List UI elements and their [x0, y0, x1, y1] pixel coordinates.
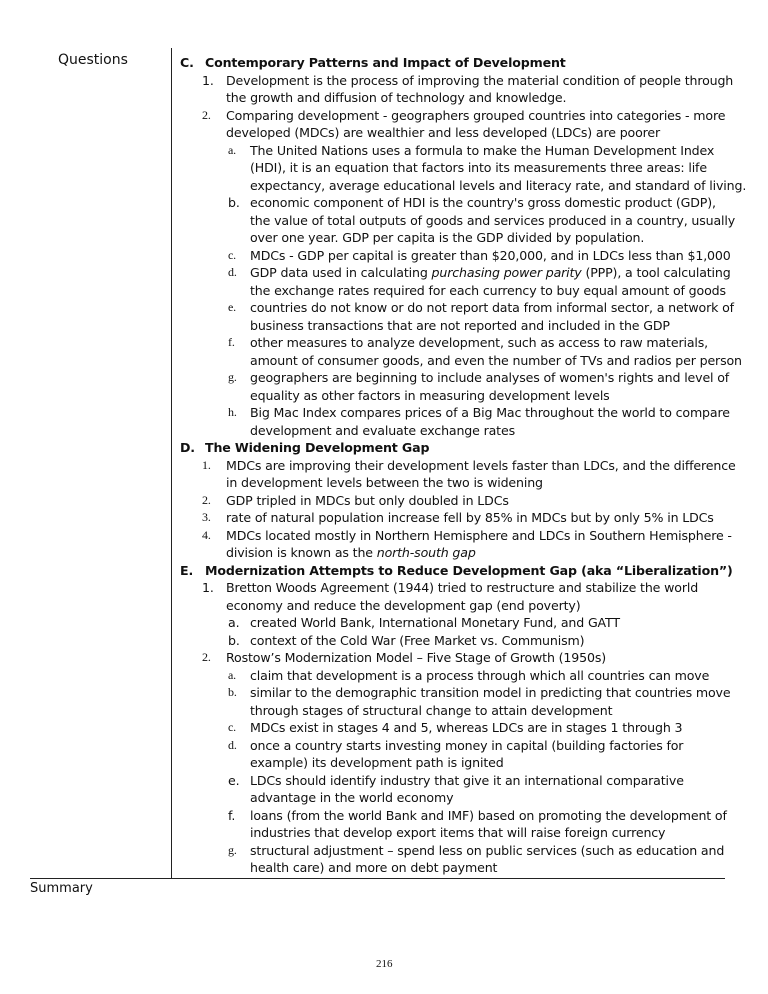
list-marker: C. [180, 55, 194, 70]
text-line [180, 562, 733, 580]
text-line [180, 54, 725, 72]
line-text: Modernization Attempts to Reduce Development Gap (aka “Liberalization”) [205, 562, 733, 578]
list-marker: 1. [202, 72, 214, 88]
text-line [180, 194, 725, 212]
sub-list-item [180, 404, 730, 439]
list-marker: 2. [202, 650, 211, 664]
text-line [180, 702, 725, 720]
list-marker: f. [228, 335, 235, 349]
text-line [180, 509, 725, 527]
emphasis-text: north-south gap [376, 545, 476, 560]
line-text: over one year. GDP per capita is the GDP divided by population. [250, 230, 645, 245]
text-line [180, 614, 725, 632]
text-line [180, 842, 725, 860]
text-line [180, 492, 725, 510]
line-text: advantage in the world economy [250, 790, 454, 805]
text-line [180, 89, 725, 107]
text-line [180, 212, 736, 230]
sub-list-item [180, 842, 725, 877]
text-line [180, 282, 725, 300]
text-line [180, 772, 725, 790]
text-line [180, 387, 725, 405]
list-item [180, 579, 725, 614]
line-text: similar to the demographic transition model in predicting that countries move [250, 685, 731, 700]
sub-list-item [180, 334, 742, 369]
line-text: economic component of HDI is the country's gross domestic product (GDP), [250, 195, 716, 210]
text-line [180, 684, 731, 702]
text-line [180, 859, 725, 877]
text-line [180, 159, 725, 177]
questions-label: Questions [58, 52, 128, 68]
text-line [180, 754, 725, 772]
line-text: the growth and diffusion of technology and knowledge. [226, 90, 567, 105]
text-line [180, 299, 734, 317]
line-text: developed (MDCs) are wealthier and less developed (LDCs) are poorer [226, 125, 661, 140]
list-marker: f. [228, 807, 236, 823]
list-item [180, 492, 725, 510]
line-text: MDCs located mostly in Northern Hemisphere and LDCs in Southern Hemisphere - [226, 527, 732, 543]
section-c [180, 54, 747, 439]
list-marker: 2. [202, 107, 211, 122]
sub-list-item [180, 194, 736, 247]
list-marker: g. [228, 842, 237, 857]
line-text: through stages of structural change to attain development [250, 702, 613, 718]
list-marker: c. [228, 720, 237, 734]
section-e [180, 562, 733, 877]
text-line [180, 719, 725, 737]
text-line [180, 439, 725, 457]
sub-list-item [180, 247, 731, 265]
section-d [180, 439, 736, 562]
sub-list-item [180, 264, 731, 299]
line-text: geographers are beginning to include analyses of women's rights and level of [250, 370, 730, 385]
list-marker: D. [180, 440, 195, 455]
sub-list-item [180, 142, 747, 195]
text-line [180, 107, 725, 125]
line-text: Comparing development - geographers grouped countries into categories - more [226, 107, 726, 123]
line-text: economy and reduce the development gap (end poverty) [226, 597, 581, 613]
text-line [180, 72, 734, 90]
text-line [180, 177, 747, 195]
column-divider [171, 48, 172, 879]
sub-list-item [180, 737, 725, 772]
list-item [180, 107, 725, 142]
text-line [180, 422, 725, 440]
line-text: GDP tripled in MDCs but only doubled in LDCs [226, 492, 509, 508]
text-line [180, 649, 725, 667]
line-text: Development is the process of improving the material condition of people through [226, 72, 734, 88]
text-line [180, 807, 725, 825]
list-marker: b. [228, 632, 240, 648]
text-line [180, 369, 730, 387]
list-marker: 1. [202, 457, 211, 472]
list-marker: b. [228, 195, 240, 210]
line-text: (HDI), it is an equation that factors into its measurements three areas: life [250, 160, 707, 175]
line-text: MDCs exist in stages 4 and 5, whereas LDCs are in stages 1 through 3 [250, 720, 683, 735]
line-text: expectancy, average educational levels and literacy rate, and standard of living. [250, 177, 747, 193]
line-text: once a country starts investing money in capital (building factories for [250, 737, 684, 753]
list-marker: e. [228, 300, 237, 314]
list-marker: 1. [202, 580, 214, 595]
section-heading [180, 439, 725, 457]
list-marker: 4. [202, 527, 211, 542]
line-text: in development levels between the two is widening [226, 475, 543, 490]
line-text: The United Nations uses a formula to make the Human Development Index [250, 142, 715, 158]
page-number: 216 [376, 958, 393, 970]
text-line [180, 544, 725, 562]
list-marker: h. [228, 405, 237, 419]
list-marker: d. [228, 265, 237, 279]
list-marker: b. [228, 685, 237, 699]
text-line [180, 632, 725, 650]
list-item [180, 527, 732, 562]
text-line [180, 247, 731, 265]
sub-list-item [180, 299, 734, 334]
line-text: context of the Cold War (Free Market vs. Communism) [250, 632, 585, 648]
line-text: the value of total outputs of goods and services produced in a country, usually [250, 212, 736, 228]
line-text: health care) and more on debt payment [250, 860, 498, 875]
list-marker: d. [228, 737, 237, 752]
text-line [180, 229, 725, 247]
emphasis-text: purchasing power parity [431, 265, 582, 280]
sub-list-item [180, 772, 725, 807]
summary-divider [30, 878, 725, 879]
list-item [180, 457, 736, 492]
line-text: amount of consumer goods, and even the number of TVs and radios per person [250, 352, 742, 368]
text-line [180, 824, 725, 842]
line-text: created World Bank, International Monetary Fund, and GATT [250, 615, 620, 630]
line-text: claim that development is a process through which all countries can move [250, 667, 710, 683]
list-item [180, 649, 725, 667]
sub-list-item [180, 684, 731, 719]
summary-label: Summary [30, 881, 93, 896]
list-item [180, 509, 725, 527]
line-text: Rostow’s Modernization Model – Five Stage of Growth (1950s) [226, 650, 607, 665]
text-line [180, 317, 725, 335]
notes-content [180, 54, 747, 877]
line-text: GDP data used in calculating purchasing power parity (PPP), a tool calculating [250, 265, 731, 280]
line-text: Bretton Woods Agreement (1944) tried to restructure and stabilize the world [226, 580, 699, 595]
line-text: MDCs - GDP per capital is greater than $20,000, and in LDCs less than $1,000 [250, 247, 731, 263]
text-line [180, 334, 725, 352]
list-marker: 2. [202, 492, 211, 507]
text-line [180, 737, 725, 755]
section-heading [180, 54, 725, 72]
line-text: example) its development path is ignited [250, 755, 504, 770]
list-marker: a. [228, 142, 237, 157]
list-marker: c. [228, 247, 237, 262]
line-text: development and evaluate exchange rates [250, 422, 515, 438]
text-line [180, 527, 732, 545]
list-marker: 3. [202, 510, 211, 524]
list-item [180, 72, 734, 107]
list-marker: E. [180, 562, 194, 578]
text-line [180, 789, 725, 807]
sub-list-item [180, 369, 730, 404]
section-heading [180, 562, 733, 580]
line-text: other measures to analyze development, such as access to raw materials, [250, 335, 709, 350]
line-text: structural adjustment – spend less on public services (such as education and [250, 842, 725, 858]
text-line [180, 667, 725, 685]
list-marker: e. [228, 772, 240, 788]
line-text: business transactions that are not reported and included in the GDP [250, 317, 670, 333]
line-text: Contemporary Patterns and Impact of Development [205, 55, 566, 70]
text-line [180, 457, 736, 475]
list-marker: a. [228, 615, 240, 630]
sub-list-item [180, 807, 725, 842]
line-text: industries that develop export items that will raise foreign currency [250, 825, 666, 840]
line-text: division is known as the north-south gap [226, 545, 476, 560]
sub-list-item [180, 667, 725, 685]
text-line [180, 142, 725, 160]
line-text: equality as other factors in measuring development levels [250, 387, 610, 403]
line-text: LDCs should identify industry that give it an international comparative [250, 772, 684, 788]
text-line [180, 124, 725, 142]
sub-list-item [180, 614, 725, 632]
line-text: loans (from the world Bank and IMF) based on promoting the development of [250, 807, 727, 823]
text-line [180, 352, 742, 370]
sub-list-item [180, 632, 725, 650]
line-text: the exchange rates required for each currency to buy equal amount of goods [250, 282, 726, 298]
line-text: rate of natural population increase fell by 85% in MDCs but by only 5% in LDCs [226, 510, 714, 525]
line-text: countries do not know or do not report data from informal sector, a network of [250, 300, 734, 315]
text-line [180, 474, 725, 492]
list-marker: a. [228, 667, 237, 682]
line-text: Big Mac Index compares prices of a Big Mac throughout the world to compare [250, 405, 730, 420]
text-line [180, 264, 731, 282]
sub-list-item [180, 719, 725, 737]
list-marker: g. [228, 370, 237, 384]
text-line [180, 579, 725, 597]
line-text: The Widening Development Gap [205, 440, 430, 455]
line-text: MDCs are improving their development levels faster than LDCs, and the difference [226, 457, 736, 473]
text-line [180, 404, 730, 422]
text-line [180, 597, 725, 615]
